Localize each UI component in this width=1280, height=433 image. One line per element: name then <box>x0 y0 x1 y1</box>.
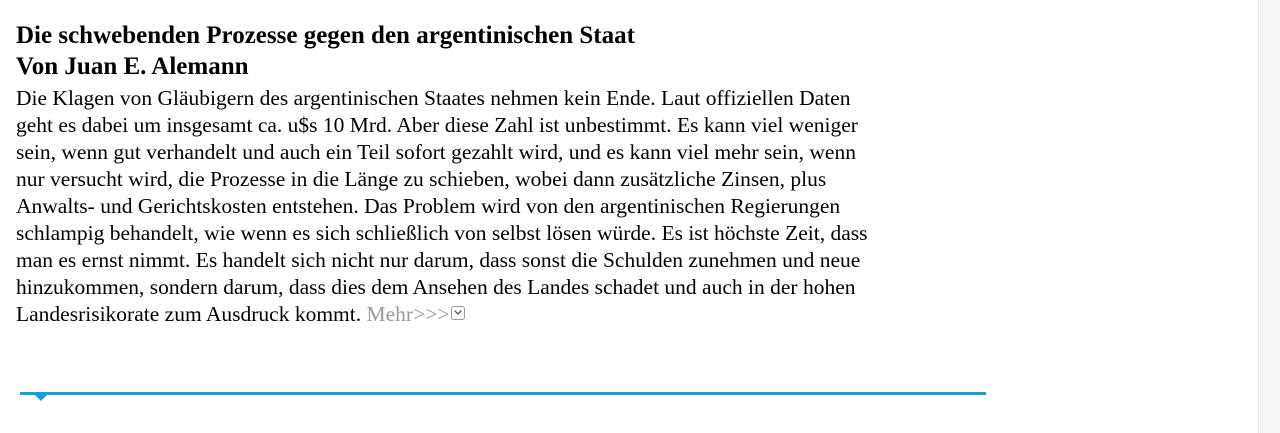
body-last-line <box>16 301 981 328</box>
body-line: Landesrisikorate zum Ausdruck kommt. <box>16 302 362 326</box>
body-line: hinzukommen, sondern darum, dass dies dem Ansehen des Landes schadet und auch in der hohen <box>16 275 856 299</box>
article <box>16 20 981 328</box>
body-line: nur versucht wird, die Prozesse in die Länge zu schieben, wobei dann zusätzliche Zinsen, plus <box>16 167 827 191</box>
divider-pointer-icon <box>34 394 48 401</box>
body-line: sein, wenn gut verhandelt und auch ein Teil sofort gezahlt wird, und es kann viel mehr sein, wenn <box>16 140 856 164</box>
body-line: man es ernst nimmt. Es handelt sich nicht nur darum, dass sonst die Schulden zunehmen und neue <box>16 248 861 272</box>
expand-button[interactable] <box>451 306 465 320</box>
body-line: schlampig behandelt, wie wenn es sich schließlich von selbst lösen würde. Es ist höchste Zeit, dass <box>16 221 868 245</box>
article-body <box>16 85 981 328</box>
body-line: Die Klagen von Gläubigern des argentinischen Staates nehmen kein Ende. Laut offiziellen Daten <box>16 86 851 110</box>
chevron-down-icon <box>454 310 462 316</box>
body-line: geht es dabei um insgesamt ca. u$s 10 Mrd. Aber diese Zahl ist unbestimmt. Es kann viel weniger <box>16 113 858 137</box>
article-title: Die schwebenden Prozesse gegen den argentinischen Staat <box>16 22 635 49</box>
article-byline: Von Juan E. Alemann <box>16 53 249 80</box>
section-divider <box>20 392 986 395</box>
body-line: Anwalts- und Gerichtskosten entstehen. Das Problem wird von den argentinischen Regierungen <box>16 194 841 218</box>
scrollbar[interactable] <box>1258 0 1280 433</box>
more-link[interactable]: Mehr>>> <box>366 302 450 326</box>
